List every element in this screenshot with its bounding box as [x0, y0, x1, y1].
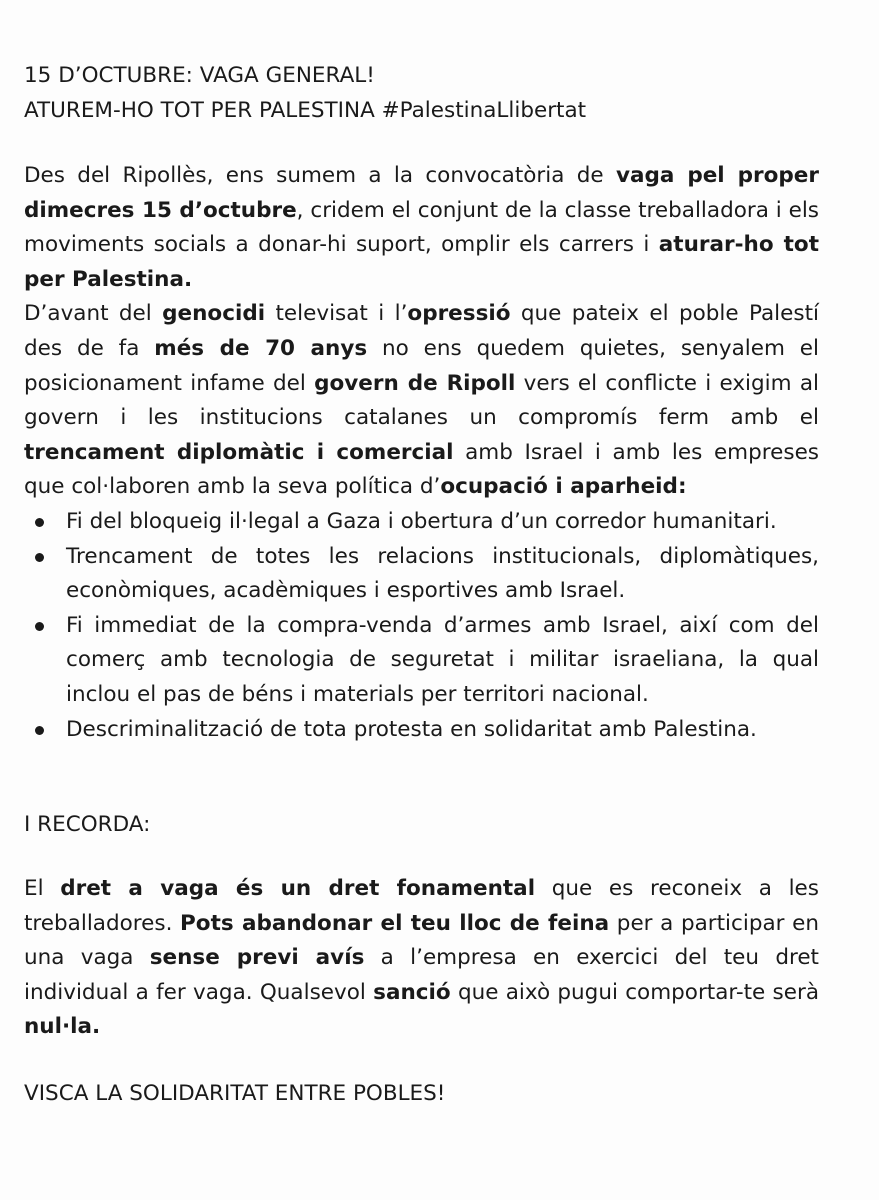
genocide-bold-2: opressió — [407, 301, 511, 327]
intro-bold-2: aturar-ho tot per Palestina. — [24, 232, 819, 292]
rights-text-2: que es reconeix a les treballadores. — [24, 876, 819, 936]
rights-bold-2: Pots abandonar el teu lloc de feina — [180, 910, 610, 936]
genocide-bold-4: govern de Ripoll — [314, 370, 516, 396]
bullet-icon — [35, 622, 44, 631]
headline-slogan: ATUREM-HO TOT PER PALESTINA #PalestinaLlibertat — [24, 97, 587, 123]
genocide-bold-6: ocupació i aparheid: — [440, 474, 687, 500]
recorda-heading: I RECORDA: — [24, 812, 151, 837]
rights-text-3: per a participar en una vaga — [24, 910, 819, 971]
rights-bold-4: sanció — [373, 979, 451, 1005]
list-item — [24, 505, 819, 540]
demand-text: Trencament de totes les relacions institucionals, diplomàtiques, econòmiques, acadèmiques i esportives amb Israel. — [66, 543, 819, 604]
intro-text-1: Des del Ripollès, ens sumem a la convocatòria de — [24, 163, 616, 188]
rights-bold-1: dret a vaga és un dret fonamental — [60, 876, 536, 901]
rights-text-4: a l’empresa en exercici del teu dret individual a fer vaga. Qualsevol — [24, 945, 819, 1005]
header — [24, 59, 824, 128]
intro-bold-1: vaga pel proper dimecres 15 d’octubre — [24, 163, 819, 223]
genocide-text-3: que pateix el poble Palestí des de fa — [24, 301, 819, 361]
genocide-bold-3: més de 70 anys — [154, 335, 368, 361]
bullet-icon — [35, 726, 44, 735]
intro-paragraph — [24, 159, 819, 297]
demand-text: Fi del bloqueig il·legal a Gaza i obertura d’un corredor humanitari. — [66, 508, 777, 534]
demand-text: Fi immediat de la compra-venda d’armes amb Israel, així com del comerç amb tecnologia de seguretat i militar israeliana, la qual inclou el pas de béns i materials per territori nacional. — [66, 612, 819, 707]
bullet-icon — [35, 553, 44, 562]
genocide-text-2: televisat i l’ — [265, 301, 408, 327]
genocide-bold-5: trencament diplomàtic i comercial — [24, 439, 454, 465]
rights-text-1: El — [24, 876, 61, 901]
genocide-paragraph — [24, 297, 819, 505]
rights-text-5: que això pugui comportar-te serà — [450, 979, 819, 1005]
genocide-text-4: no ens quedem quietes, senyalem el posicionament infame del — [24, 335, 819, 396]
rights-block — [24, 872, 819, 1045]
genocide-text-1: D’avant del — [24, 301, 163, 327]
genocide-bold-1: genocidi — [162, 301, 266, 327]
demands-list — [24, 505, 819, 747]
intro-text-2: , cridem el conjunt de la classe treballadora i els moviments socials a donar-hi suport, omplir els carrers i — [24, 197, 820, 258]
list-item — [24, 713, 819, 748]
list-item — [24, 609, 819, 713]
demand-text: Descriminalització de tota protesta en solidaritat amb Palestina. — [66, 716, 757, 742]
main-body — [24, 159, 819, 747]
closing-slogan: VISCA LA SOLIDARITAT ENTRE POBLES! — [24, 1081, 446, 1106]
genocide-text-5: vers el conflicte i exigim al govern i les institucions catalanes un compromís ferm amb el — [24, 370, 819, 431]
genocide-text-6: amb Israel i amb les empreses que col·laboren amb la seva política d’ — [24, 439, 819, 500]
rights-bold-3: sense previ avís — [149, 945, 365, 971]
list-item — [24, 540, 819, 609]
rights-paragraph — [24, 872, 819, 1045]
headline-strike-date: 15 D’OCTUBRE: VAGA GENERAL! — [24, 63, 375, 88]
bullet-icon — [35, 518, 44, 527]
rights-bold-5: nul·la. — [24, 1014, 101, 1040]
